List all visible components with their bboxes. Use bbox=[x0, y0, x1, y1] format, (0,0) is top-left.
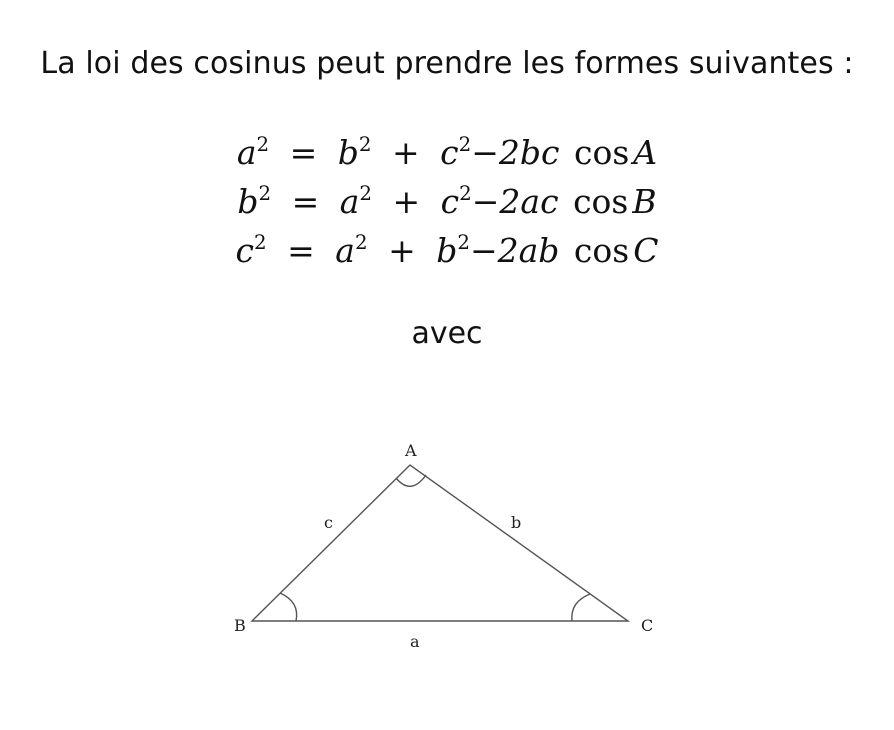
formula-a bbox=[0, 128, 894, 177]
plus-sign: + bbox=[388, 231, 416, 270]
vertex-label-c: C bbox=[641, 616, 654, 635]
formula-lhs: a bbox=[236, 133, 257, 172]
equals-sign: = bbox=[291, 182, 320, 221]
side-label-b: b bbox=[511, 513, 522, 532]
cos-function: cos bbox=[573, 231, 630, 270]
minus-sign: − bbox=[471, 182, 500, 221]
formula-lhs: c bbox=[235, 231, 255, 270]
formula-angle: A bbox=[633, 133, 658, 172]
angle-arc-b bbox=[280, 593, 297, 621]
formula-angle: B bbox=[632, 182, 657, 221]
formula-term: b bbox=[436, 231, 458, 270]
plus-sign: + bbox=[392, 182, 421, 221]
formula-exponent: 2 bbox=[258, 182, 272, 206]
equals-sign: = bbox=[289, 133, 318, 172]
formula-exponent: 2 bbox=[354, 231, 368, 255]
vertex-label-b: B bbox=[234, 616, 246, 635]
formula-exponent: 2 bbox=[358, 133, 372, 157]
formula-term: c bbox=[440, 182, 460, 221]
formula-angle: C bbox=[633, 231, 659, 270]
formula-coefficient: 2ac bbox=[499, 182, 559, 221]
formula-coefficient: 2bc bbox=[498, 133, 560, 172]
equals-sign: = bbox=[287, 231, 315, 270]
formula-exponent: 2 bbox=[256, 133, 270, 157]
formula-exponent: 2 bbox=[458, 133, 472, 157]
side-label-a: a bbox=[410, 632, 420, 651]
plus-sign: + bbox=[392, 133, 420, 172]
formula-term: c bbox=[440, 133, 459, 172]
side-label-c: c bbox=[324, 513, 333, 532]
triangle-shape bbox=[252, 465, 628, 621]
formula-exponent: 2 bbox=[254, 231, 267, 255]
cos-function: cos bbox=[573, 182, 629, 221]
formula-term: a bbox=[339, 182, 360, 221]
triangle-diagram bbox=[220, 430, 670, 660]
cosine-law-formulas bbox=[0, 128, 894, 275]
formula-exponent: 2 bbox=[457, 231, 470, 255]
formula-coefficient: 2ab bbox=[497, 231, 560, 270]
minus-sign: − bbox=[471, 133, 499, 172]
formula-term: a bbox=[335, 231, 355, 270]
angle-arc-c bbox=[572, 594, 590, 621]
formula-lhs: b bbox=[237, 182, 259, 221]
angle-arc-a bbox=[396, 475, 426, 486]
vertex-label-a: A bbox=[405, 441, 417, 460]
intro-text: La loi des cosinus peut prendre les formes suivantes : bbox=[40, 46, 854, 81]
formula-b bbox=[0, 177, 894, 226]
formula-exponent: 2 bbox=[359, 182, 373, 206]
formula-term: b bbox=[337, 133, 359, 172]
formula-c bbox=[0, 226, 894, 275]
cos-function: cos bbox=[574, 133, 630, 172]
avec-text: avec bbox=[411, 316, 483, 351]
formula-exponent: 2 bbox=[459, 182, 472, 206]
minus-sign: − bbox=[469, 231, 498, 270]
